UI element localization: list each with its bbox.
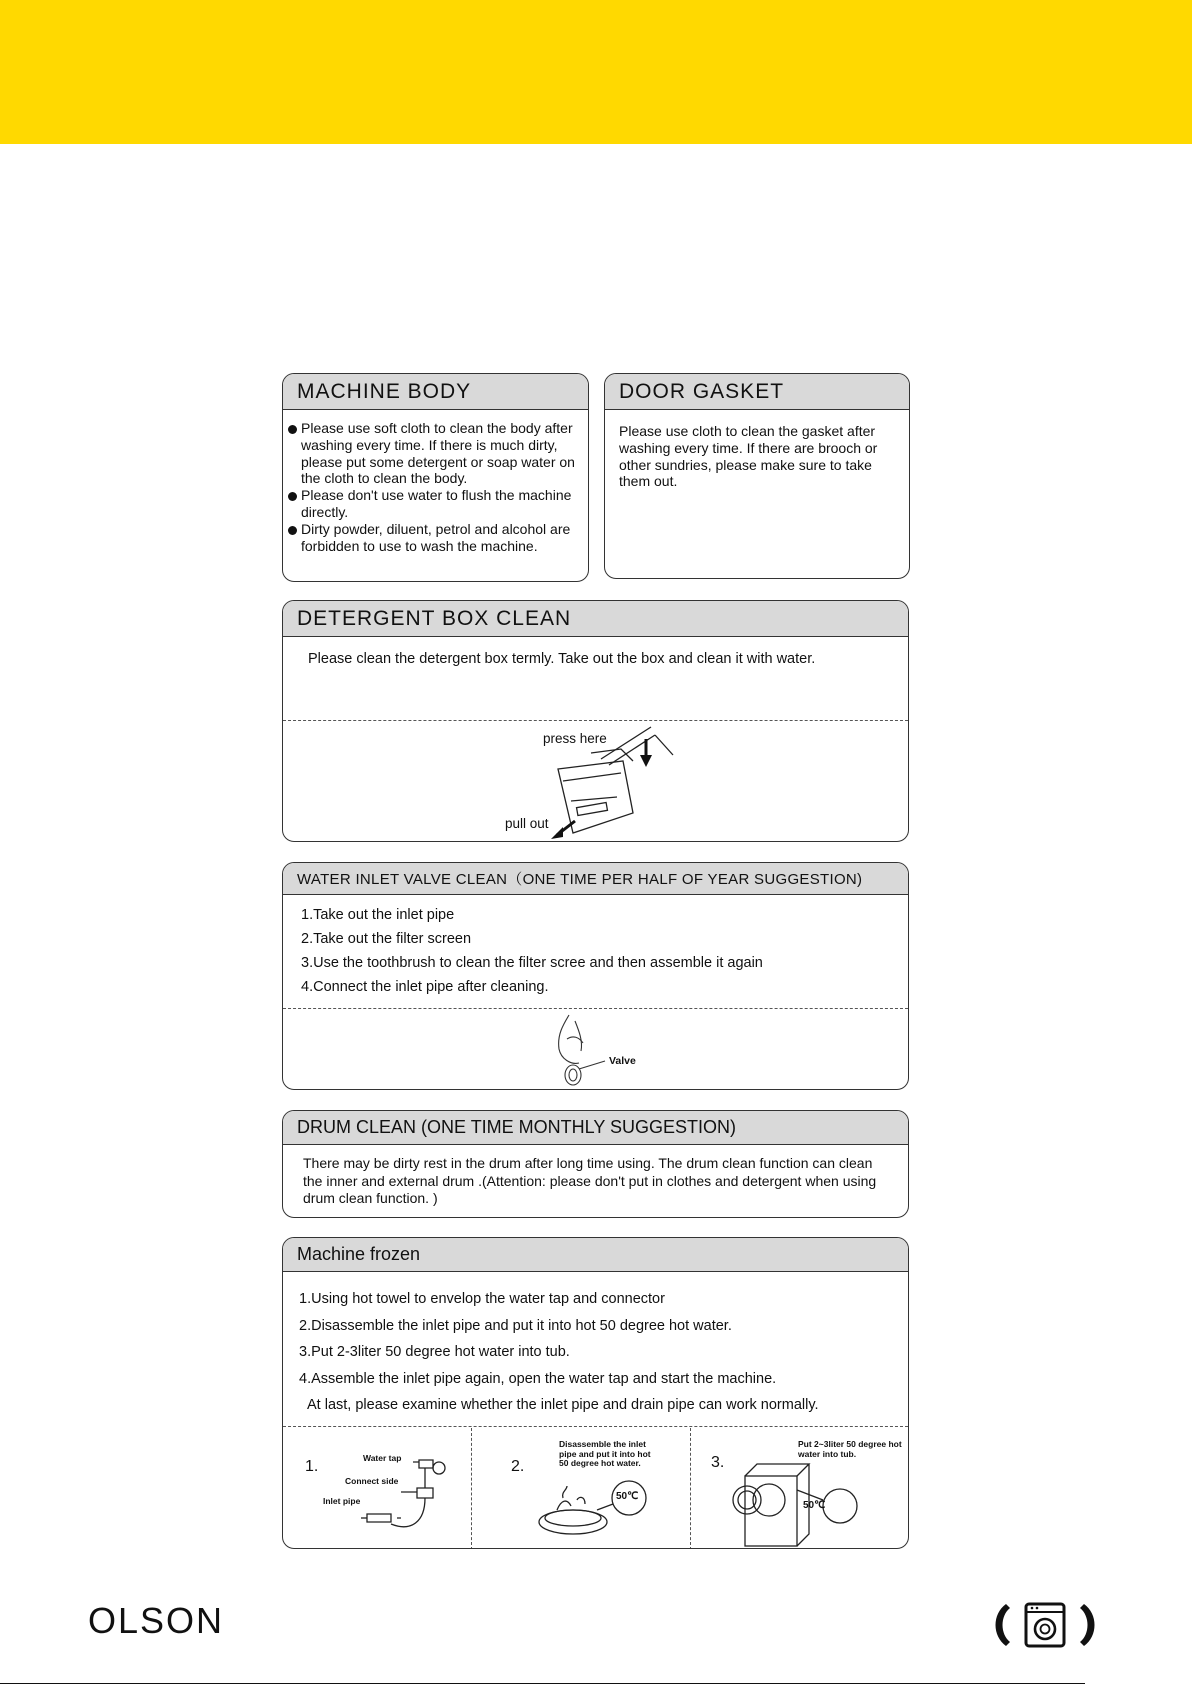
washing-machine-tub-illustration: [723, 1456, 863, 1549]
inlet-pipe-label: Inlet pipe: [323, 1496, 361, 1506]
figure-2-caption: Disassemble the inlet pipe and put it into hot 50 degree hot water.: [559, 1439, 651, 1468]
water-inlet-steps: [283, 895, 908, 999]
list-item: 1.Using hot towel to envelop the water tap and connector: [299, 1291, 665, 1307]
door-gasket-text: Please use cloth to clean the gasket after washing every time. If there are brooch or other sundries, please make sure to take them out.: [619, 423, 878, 490]
divider: [690, 1428, 691, 1549]
door-gasket-panel: [604, 373, 910, 579]
machine-frozen-title: Machine frozen: [283, 1238, 908, 1272]
divider: [283, 1008, 908, 1009]
figure-3-caption: Put 2~3liter 50 degree hot water into tub.: [798, 1439, 902, 1459]
water-inlet-panel: [282, 862, 909, 1090]
valve-illustration: [553, 1011, 613, 1090]
footer-rule: [0, 1683, 1085, 1684]
detergent-box-title: DETERGENT BOX CLEAN: [283, 601, 908, 637]
machine-body-bullet: Please use soft cloth to clean the body after washing every time. If there is much dirty, please put some detergent or soap water on the cloth to clean the body.: [301, 420, 580, 487]
list-item: 2.Disassemble the inlet pipe and put it into hot 50 degree hot water.: [299, 1317, 732, 1334]
machine-frozen-steps: [283, 1272, 908, 1419]
list-item: 1.Take out the inlet pipe: [301, 907, 455, 923]
valve-label: Valve: [609, 1055, 636, 1067]
machine-body-panel: [282, 373, 589, 582]
water-tap-label: Water tap: [363, 1453, 402, 1463]
divider: [471, 1428, 472, 1549]
drum-clean-text: There may be dirty rest in the drum after long time using. The drum clean function can clean the inner and external drum .(Attention: please don't put in clothes and detergent when using drum clean function. ): [303, 1155, 877, 1206]
figure-3-temp: 50℃: [803, 1500, 826, 1511]
list-item: 4.Connect the inlet pipe after cleaning.: [301, 979, 549, 995]
detergent-box-text: Please clean the detergent box termly. Take out the box and clean it with water.: [308, 651, 816, 667]
figure-2-temp: 50℃: [616, 1491, 639, 1502]
machine-body-list: [283, 410, 588, 554]
connect-side-label: Connect side: [345, 1476, 399, 1486]
water-inlet-title: WATER INLET VALVE CLEAN（ONE TIME PER HALF OF YEAR SUGGESTION): [283, 863, 908, 895]
door-gasket-title: DOOR GASKET: [605, 374, 909, 410]
header-band: [0, 0, 1192, 144]
figure-1-number: 1.: [305, 1458, 319, 1475]
list-item: 3.Put 2-3liter 50 degree hot water into tub.: [299, 1344, 570, 1360]
drum-clean-title: DRUM CLEAN (ONE TIME MONTHLY SUGGESTION): [283, 1111, 908, 1145]
machine-frozen-panel: [282, 1237, 909, 1549]
pull-out-label: pull out: [505, 816, 549, 831]
detergent-box-panel: [282, 600, 909, 842]
brand-logo: OLSON: [88, 1600, 225, 1641]
machine-body-bullet: Please don't use water to flush the machine directly.: [301, 487, 580, 521]
list-item: 2.Take out the filter screen: [301, 931, 472, 947]
list-item: 4.Assemble the inlet pipe again, open the water tap and start the machine.: [299, 1370, 777, 1387]
detergent-box-illustration: [513, 721, 693, 842]
press-here-label: press here: [543, 731, 607, 746]
machine-body-bullet: Dirty powder, diluent, petrol and alcohol are forbidden to use to wash the machine.: [301, 521, 580, 555]
figure-3-number: 3.: [711, 1454, 725, 1471]
note: At last, please examine whether the inlet pipe and drain pipe can work normally.: [307, 1397, 819, 1413]
hot-water-basin-illustration: [533, 1476, 653, 1546]
divider: [283, 1426, 908, 1427]
figures-row: [283, 1428, 909, 1549]
figure-2-number: 2.: [511, 1458, 525, 1475]
list-item: 3.Use the toothbrush to clean the filter scree and then assemble it again: [301, 955, 763, 971]
water-tap-illustration: [361, 1442, 461, 1542]
washing-machine-icon: [988, 1600, 1102, 1650]
drum-clean-panel: [282, 1110, 909, 1218]
machine-body-title: MACHINE BODY: [283, 374, 588, 410]
